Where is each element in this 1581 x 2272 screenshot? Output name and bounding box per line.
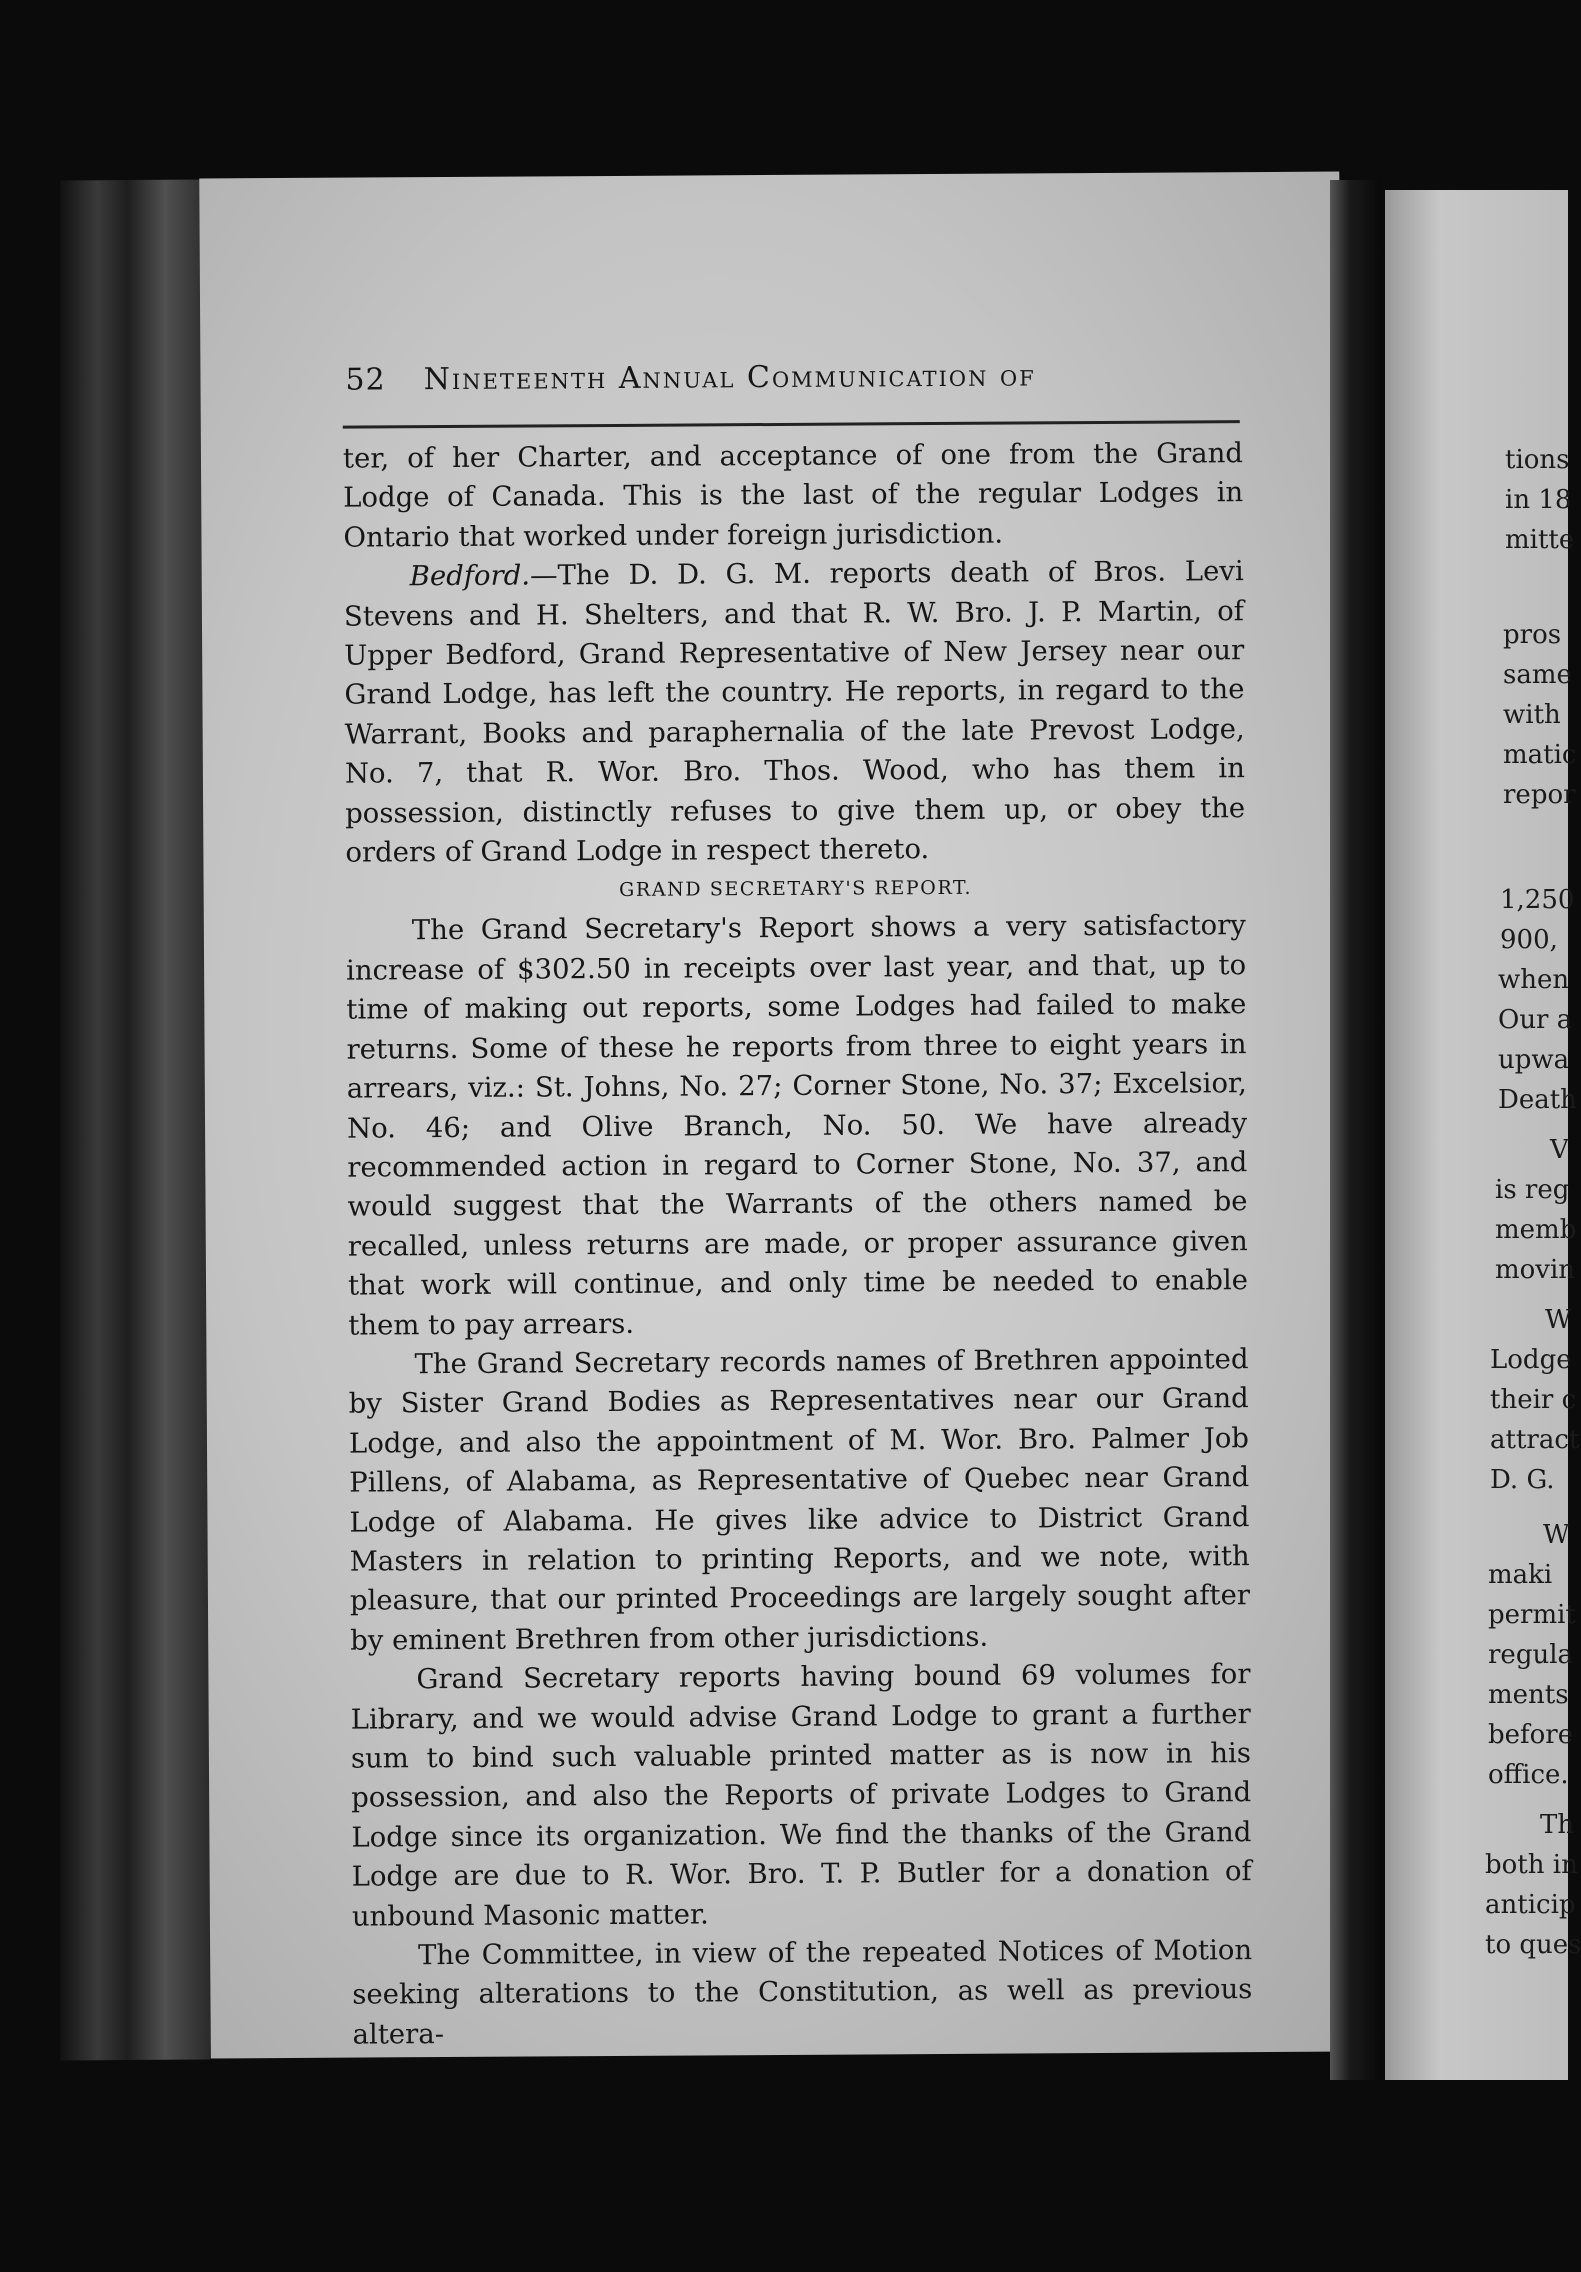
fragment-line: maki (1488, 1560, 1553, 1590)
paragraph-bedford (344, 552, 1246, 873)
fragment-line: is reg (1495, 1175, 1570, 1205)
fragment-line: regula (1488, 1640, 1574, 1670)
fragment-line: mitte (1505, 525, 1575, 555)
fragment-line: both in (1485, 1850, 1578, 1880)
fragment-line: in 18 (1505, 485, 1572, 515)
fragment-line: upwa (1498, 1045, 1570, 1075)
fragment-line: memb (1495, 1215, 1577, 1245)
running-header (345, 357, 1245, 410)
fragment-line: their c (1490, 1385, 1577, 1415)
left-page (199, 172, 1350, 2059)
page-number: 52 (345, 362, 386, 398)
fragment-line: attract (1490, 1425, 1580, 1455)
paragraph-representatives: The Grand Secretary records names of Brethren appointed by Sister Grand Bodies as Representatives near our Grand Lodge, and also the appointment of M. Wor. Bro. Palmer Job Pillens, of Alabama, as Representative of Quebec near Grand Lodge of Alabama. He gives like advice to District Grand Masters in relation to printing Reports, and we note, with pleasure, that our printed Proceedings are largely sought after by eminent Brethren from other jurisdictions. (348, 1343, 1251, 1657)
fragment-line: W (1545, 1305, 1572, 1335)
bedford-text: —The D. D. G. M. reports death of Bros. Levi Stevens and H. Shelters, and that R. W. Bro. J. P. Martin, of Upper Bedford, Grand Representative of New Jersey near our Grand Lodge, has left the country. He reports, in regard to the Warrant, Books and paraphernalia of the late Prevost Lodge, No. 7, that R. Wor. Bro. Thos. Wood, who has them in possession, distinctly refuses to give them up, or obey the orders of Grand Lodge in respect thereto. (343, 555, 1246, 869)
fragment-line: pros (1503, 620, 1562, 650)
header-rule (343, 420, 1240, 428)
fragment-line: when (1498, 965, 1570, 995)
section-heading: GRAND SECRETARY'S REPORT. (619, 877, 973, 902)
fragment-line: 1,250 (1500, 885, 1575, 915)
fragment-line: Th (1540, 1810, 1575, 1840)
fragment-line: D. G. (1490, 1465, 1555, 1495)
paragraph-library: Grand Secretary reports having bound 69 volumes for Library, and we would advise Grand Lodge to grant a further sum to bind such valuable printed matter as is now in his possession, and also the Reports of private Lodges to Grand Lodge since its organization. We find the thanks of the Grand Lodge are due to R. Wor. Bro. T. P. Butler for a donation of unbound Masonic matter. (350, 1658, 1252, 1933)
fragment-line: to ques (1485, 1930, 1581, 1960)
fragment-line: Death (1498, 1085, 1577, 1115)
fragment-line: with (1503, 700, 1561, 730)
fragment-line: office. (1488, 1760, 1569, 1790)
bedford-lead: Bedford. (409, 559, 531, 593)
fragment-line: Lodge (1490, 1345, 1572, 1375)
running-title: Nineteenth Annual Communication of (423, 358, 1036, 398)
paragraph-committee: The Committee, in view of the repeated Notices of Motion seeking alterations to the Constitution, as well as previous altera- (352, 1934, 1253, 2051)
fragment-line: W (1543, 1520, 1570, 1550)
right-page-fragment (1385, 190, 1581, 2080)
paragraph-report: The Grand Secretary's Report shows a very satisfactory increase of $302.50 in receipts over last year, and that, up to time of making out reports, some Lodges had failed to make returns. Some of these he reports from three to eight years in arrears, viz.: St. Johns, No. 27; Corner Stone, No. 37; Excelsior, No. 46; and Olive Branch, No. 50. We have already recommended action in regard to Corner Stone, No. 37, and would suggest that the Warrants of the others named be recalled, unless returns are made, or proper assurance given that work will continue, and only time be needed to enable them to pay arrears. (346, 909, 1249, 1342)
fragment-line: repor (1503, 780, 1576, 810)
fragment-line: matic (1503, 740, 1577, 770)
fragment-line: movin (1495, 1255, 1576, 1285)
book-gutter (1330, 180, 1380, 2080)
fragment-line: same (1503, 660, 1572, 690)
fragment-line: V (1550, 1135, 1569, 1165)
fragment-line: 900, (1500, 925, 1558, 955)
fragment-line: permit (1488, 1600, 1576, 1630)
fragment-line: tions (1505, 445, 1570, 475)
fragment-line: anticip (1485, 1890, 1576, 1920)
fragment-line: before (1488, 1720, 1574, 1750)
fragment-line: Our a (1498, 1005, 1573, 1035)
fragment-line: ments (1488, 1680, 1569, 1710)
page-body (343, 434, 1253, 2055)
book-page-edges (60, 179, 210, 2060)
paragraph-charter: ter, of her Charter, and acceptance of one from the Grand Lodge of Canada. This is the last of the regular Lodges in Ontario that worked under foreign jurisdiction. (342, 437, 1244, 554)
